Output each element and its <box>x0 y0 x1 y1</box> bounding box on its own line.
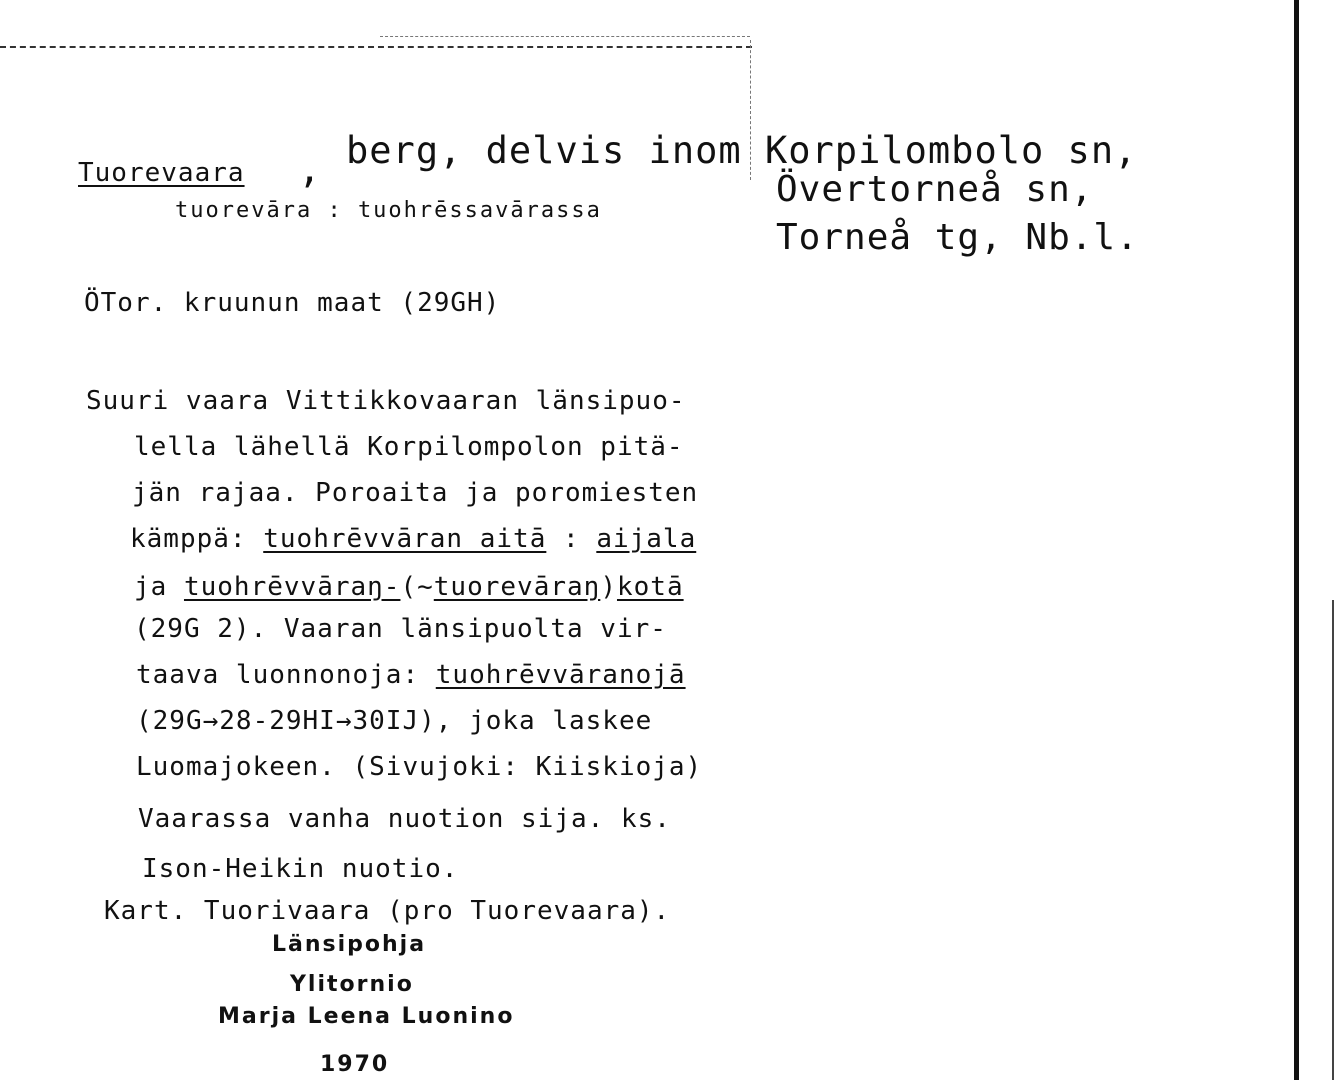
kart-line: Kart. Tuorivaara (pro Tuorevaara). <box>104 896 671 926</box>
body-line-4: Vaarassa vanha nuotion sija. ks. <box>138 804 671 834</box>
scan-edge-top-inner <box>380 36 750 37</box>
body-line-kamppa <box>130 526 696 552</box>
stamp-parish: Ylitornio <box>290 972 414 997</box>
ja-close-paren: ) <box>600 572 617 602</box>
body-line-5: Ison-Heikin nuotio. <box>142 854 459 884</box>
place-description-line2: Övertorneå sn, <box>776 169 1094 210</box>
place-name-comma: , <box>298 147 322 191</box>
stamp-year: 1970 <box>320 1052 390 1077</box>
term-tuohrevvaran: tuohrēvvāraŋ- <box>183 572 401 602</box>
stamp-region: Länsipohja <box>272 932 427 957</box>
place-name: Tuorevaara <box>78 158 245 188</box>
body-line-3: jän rajaa. Poroaita ja poromiesten <box>132 478 699 508</box>
place-description-line1: berg, delvis inom Korpilombolo sn, <box>346 129 1138 172</box>
body-line-ja <box>134 574 684 600</box>
stamp-collector: Marja Leena Luonino <box>218 1004 515 1029</box>
term-tuorevaran: tuorevāraŋ <box>433 572 601 602</box>
source-line: ÖTor. kruunun maat (29GH) <box>84 288 501 318</box>
ja-prefix: ja <box>134 572 184 602</box>
taava-prefix: taava luonnonoja: <box>136 660 436 690</box>
body-line-coords: (29G→28-29HI→30IJ), joka laskee <box>136 706 653 736</box>
scan-edge-right-secondary <box>1332 600 1334 1080</box>
place-description-line3: Torneå tg, Nb.l. <box>776 217 1139 258</box>
pronunciation: tuorevāra : tuohrēssavārassa <box>175 198 602 223</box>
kamppa-colon: : <box>546 524 597 554</box>
kamppa-prefix: kämppä: <box>130 524 264 554</box>
term-ojan: tuohrēvvāranojā <box>435 660 686 690</box>
body-line-taava <box>136 662 686 688</box>
body-line-2: lella lähellä Korpilompolon pitä- <box>134 432 684 462</box>
ja-open-paren: (~ <box>400 572 434 602</box>
term-aita: tuohrēvvāran aitā <box>263 524 547 554</box>
scan-edge-top <box>0 46 752 48</box>
body-line-29g: (29G 2). Vaaran länsipuolta vir- <box>134 614 667 644</box>
term-kota: kotā <box>616 572 684 602</box>
scan-edge-right <box>1294 0 1299 1080</box>
body-line-1: Suuri vaara Vittikkovaaran länsipuo- <box>86 386 686 416</box>
body-line-luoma: Luomajokeen. (Sivujoki: Kiiskioja) <box>136 752 703 782</box>
term-aijala: aijala <box>596 524 697 554</box>
